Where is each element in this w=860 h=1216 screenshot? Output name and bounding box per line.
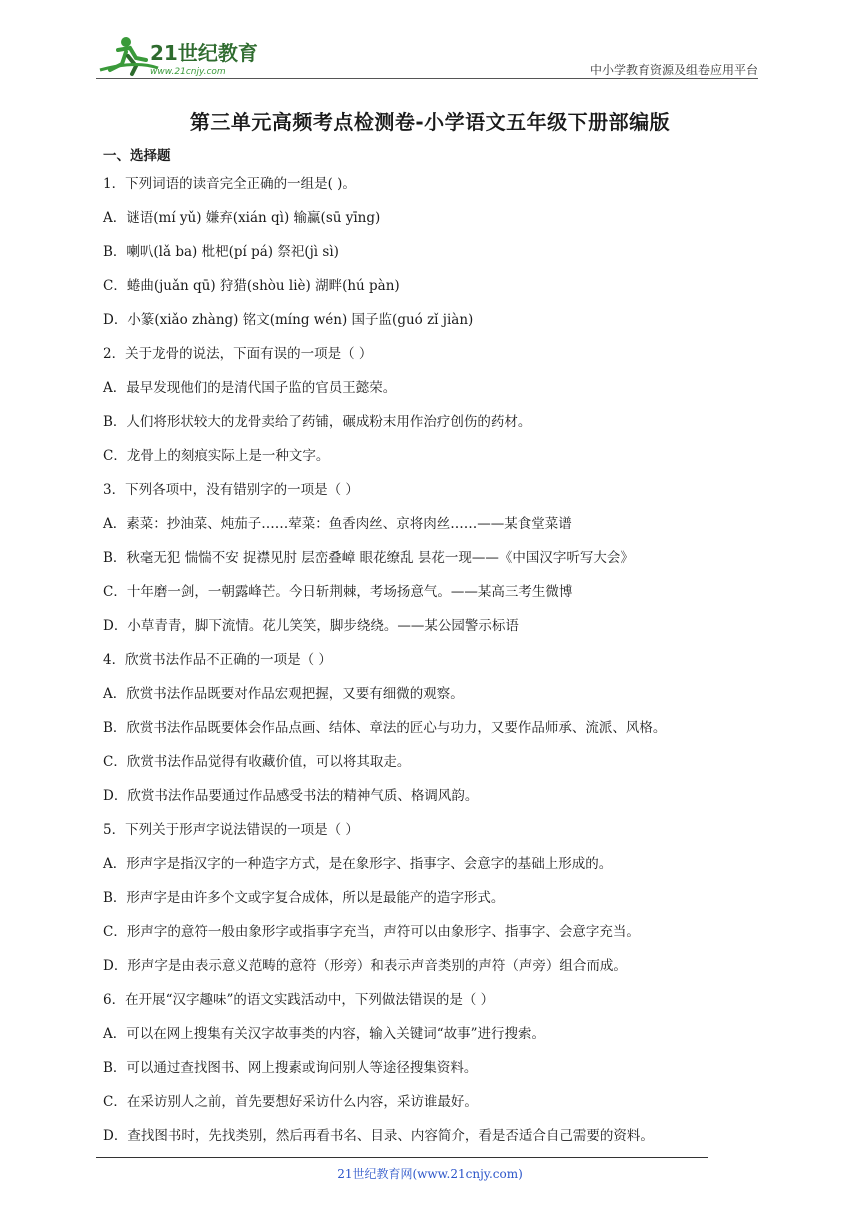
text-line: 1．下列词语的读音完全正确的一组是( )。 [103, 176, 356, 192]
page-title: 第三单元高频考点检测卷-小学语文五年级下册部编版 [189, 110, 671, 134]
text-line: A．欣赏书法作品既要对作品宏观把握，又要有细微的观察。 [103, 686, 464, 702]
text-line: 2．关于龙骨的说法，下面有误的一项是（ ） [103, 346, 373, 362]
text-line: D．小篆(xiǎo zhàng) 铭文(míng wén) 国子监(guó zǐ jiàn) [103, 312, 474, 328]
text-line: A．谜语(mí yǔ) 嫌弃(xián qì) 输赢(sū yīng) [103, 210, 381, 226]
text-line: D．查找图书时，先找类别，然后再看书名、目录、内容简介，看是否适合自己需要的资料。 [103, 1128, 654, 1144]
header-divider [96, 78, 758, 79]
text-line: A．最早发现他们的是清代国子监的官员王懿荣。 [103, 380, 397, 396]
text-line: D．小草青青，脚下流情。花儿笑笑，脚步绕绕。——某公园警示标语 [103, 618, 519, 634]
text-line: A．可以在网上搜集有关汉字故事类的内容，输入关键词“故事”进行搜索。 [103, 1026, 546, 1042]
text-line: 5．下列关于形声字说法错误的一项是（ ） [103, 822, 359, 838]
question-lines [103, 167, 743, 1153]
logo-url: www.21cnjy.com [150, 67, 226, 77]
text-line: B．形声字是由许多个文或字复合成体，所以是最能产的造字形式。 [103, 890, 505, 906]
section-heading: 一、选择题 [103, 148, 171, 164]
text-line: D．欣赏书法作品要通过作品感受书法的精神气质、格调风韵。 [103, 788, 479, 804]
platform-name: 中小学教育资源及组卷应用平台 [589, 63, 758, 77]
question-content [103, 145, 743, 1153]
text-line: C．欣赏书法作品觉得有收藏价值，可以将其取走。 [103, 754, 411, 770]
footer-link[interactable]: 21世纪教育网(www.21cnjy.com) [337, 1167, 523, 1181]
text-line: D．形声字是由表示意义范畴的意符（形旁）和表示声音类别的声符（声旁）组合而成。 [103, 958, 627, 974]
text-line: 6．在开展“汉字趣味”的语文实践活动中，下列做法错误的是（ ） [103, 992, 495, 1008]
text-line: B．喇叭(lǎ ba) 枇杷(pí pá) 祭祀(jì sì) [103, 244, 339, 260]
logo-text: 21世纪教育 [150, 41, 258, 65]
text-line: 3．下列各项中，没有错别字的一项是（ ） [103, 482, 359, 498]
footer-divider [96, 1157, 708, 1158]
text-line: A．素菜：抄油菜、炖茄子……荤菜：鱼香肉丝、京将肉丝……——某食堂菜谱 [103, 516, 572, 532]
text-line: B．欣赏书法作品既要体会作品点画、结体、章法的匠心与功力，又要作品师承、流派、风格。 [103, 720, 667, 736]
text-line: B．秋毫无犯 惴惴不安 捉襟见肘 层峦叠嶂 眼花缭乱 昙花一现——《中国汉字听写大会》 [103, 550, 634, 566]
text-line: C．蜷曲(juǎn qū) 狩猎(shòu liè) 湖畔(hú pàn) [103, 278, 400, 294]
site-logo [96, 30, 266, 80]
text-line: B．可以通过查找图书、网上搜素或询问别人等途径搜集资料。 [103, 1060, 478, 1076]
text-line: A．形声字是指汉字的一种造字方式，是在象形字、指事字、会意字的基础上形成的。 [103, 856, 613, 872]
text-line: C．形声字的意符一般由象形字或指事字充当，声符可以由象形字、指事字、会意字充当。 [103, 924, 640, 940]
text-line: B．人们将形状较大的龙骨卖给了药铺，碾成粉末用作治疗创伤的药材。 [103, 414, 532, 430]
text-line: C．龙骨上的刻痕实际上是一种文字。 [103, 448, 330, 464]
text-line: 4．欣赏书法作品不正确的一项是（ ） [103, 652, 332, 668]
text-line: C．十年磨一剑，一朝露峰芒。今日斩荆棘，考场扬意气。——某高三考生微博 [103, 584, 573, 600]
page-header [96, 30, 758, 80]
text-line: C．在采访别人之前，首先要想好采访什么内容，采访谁最好。 [103, 1094, 478, 1110]
